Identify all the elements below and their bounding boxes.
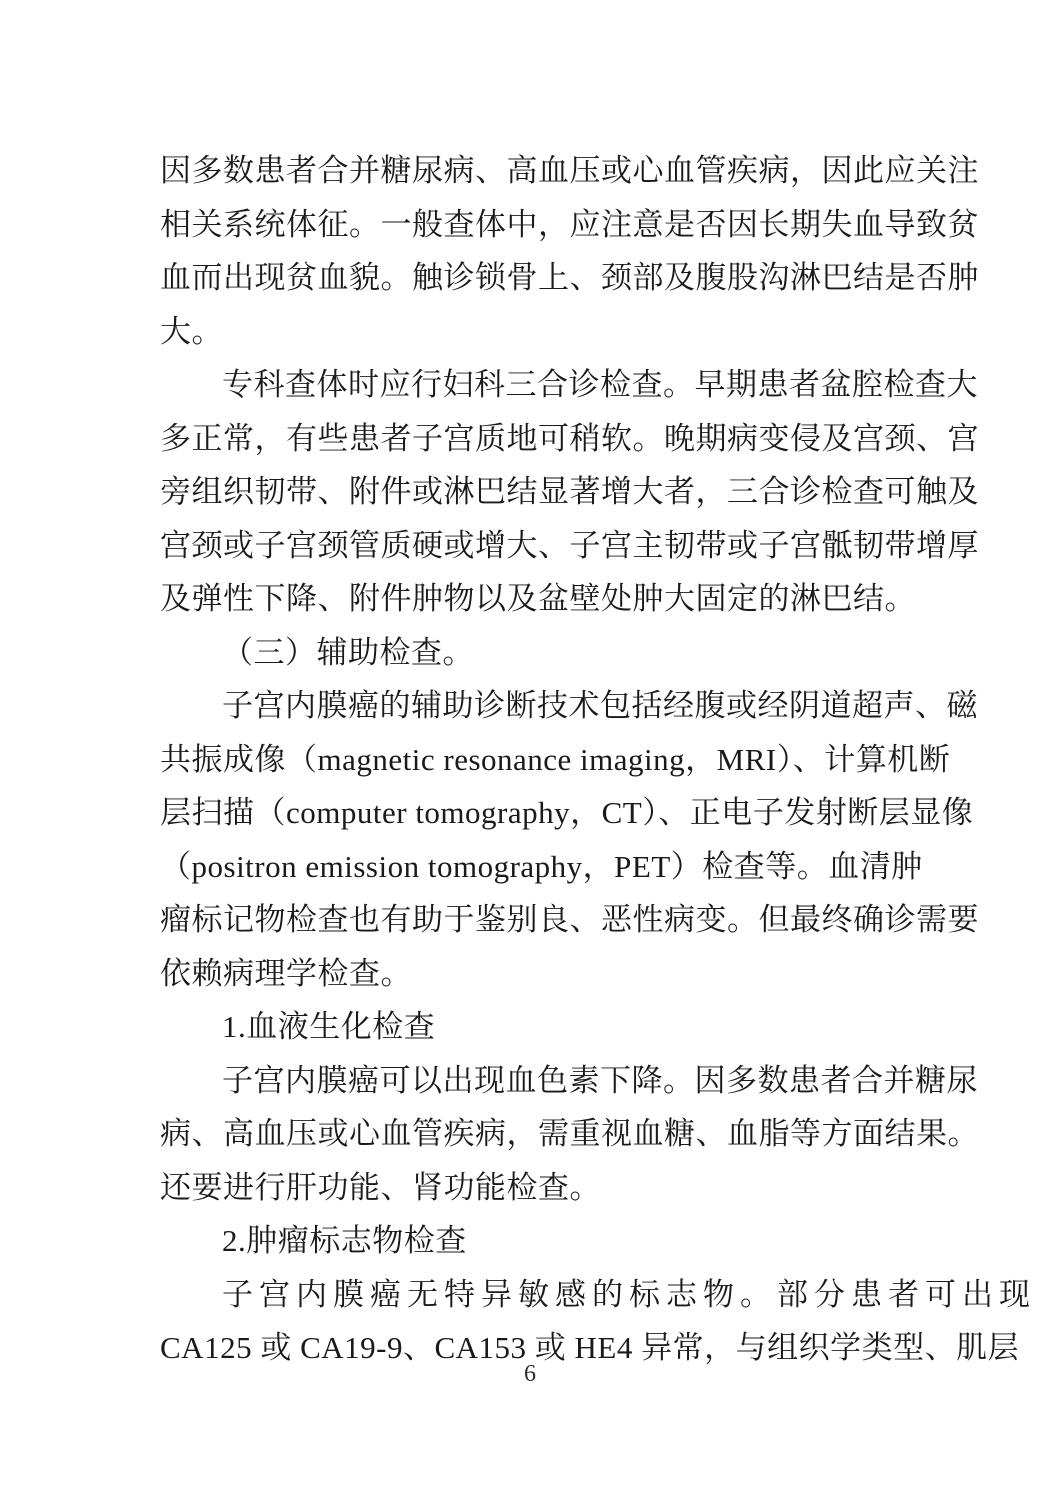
text-line: 层扫描（computer tomography，CT）、正电子发射断层显像 <box>160 795 974 830</box>
text-line: 依赖病理学检查。 <box>160 955 412 991</box>
text-line: 1.血液生化检查 <box>222 1009 436 1044</box>
text-line: 子宫内膜癌无特异敏感的标志物。部分患者可出现 <box>222 1276 1036 1312</box>
text-line: 2.肿瘤标志物检查 <box>222 1223 467 1258</box>
text-line: 因多数患者合并糖尿病、高血压或心血管疾病，因此应关注 <box>160 153 979 188</box>
text-line: 多正常，有些患者子宫质地可稍软。晚期病变侵及宫颈、宫 <box>160 420 979 456</box>
body-text <box>160 144 1036 1375</box>
text-line: CA125 或 CA19-9、CA153 或 HE4 异常，与组织学类型、肌层 <box>160 1330 1020 1365</box>
text-line: 病、高血压或心血管疾病，需重视血糖、血脂等方面结果。 <box>160 1116 979 1151</box>
text-line: 共振成像（magnetic resonance imaging，MRI）、计算机断 <box>160 741 951 777</box>
text-line: 血而出现贫血貌。触诊锁骨上、颈部及腹股沟淋巴结是否肿 <box>160 260 979 295</box>
page-number: 6 <box>524 1361 536 1387</box>
text-line: 大。 <box>160 313 223 349</box>
text-line: 子宫内膜癌可以出现血色素下降。因多数患者合并糖尿 <box>222 1062 978 1098</box>
text-line: 旁组织韧带、附件或淋巴结显著增大者，三合诊检查可触及 <box>160 474 979 509</box>
text-line: 及弹性下降、附件肿物以及盆壁处肿大固定的淋巴结。 <box>160 581 916 616</box>
text-line: 瘤标记物检查也有助于鉴别良、恶性病变。但最终确诊需要 <box>160 902 979 937</box>
text-line: 子宫内膜癌的辅助诊断技术包括经腹或经阴道超声、磁 <box>222 688 978 723</box>
text-line: 还要进行肝功能、肾功能检查。 <box>160 1169 601 1205</box>
text-line: 宫颈或子宫颈管质硬或增大、子宫主韧带或子宫骶韧带增厚 <box>160 527 979 563</box>
text-line: 专科查体时应行妇科三合诊检查。早期患者盆腔检查大 <box>222 367 978 402</box>
text-line: （positron emission tomography，PET）检查等。血清肿 <box>160 848 923 884</box>
text-line: 相关系统体征。一般查体中，应注意是否因长期失血导致贫 <box>160 206 979 242</box>
text-line: （三）辅助检查。 <box>222 634 474 670</box>
